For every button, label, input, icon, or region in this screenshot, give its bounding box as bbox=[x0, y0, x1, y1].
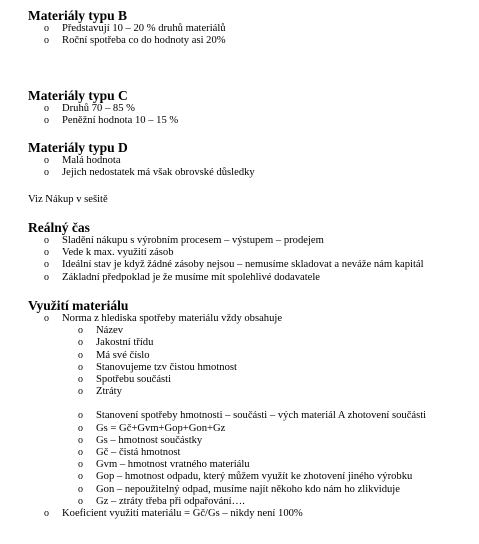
list-item: o Ideální stav je když žádné zásoby nejsou – nemusíme skladovat a neváže nám kapitál bbox=[44, 259, 424, 271]
bullet-icon: o bbox=[78, 386, 83, 398]
sub-list-item: o Gop – hmotnost odpadu, který můžem využít ke zhotovení jiného výrobku bbox=[78, 471, 413, 483]
bullet-icon: o bbox=[44, 23, 49, 34]
note-block bbox=[28, 194, 475, 206]
bullet-icon: o bbox=[78, 495, 83, 507]
bullet-icon: o bbox=[78, 337, 83, 349]
sub-list-item: o Gč – čistá hmotnost bbox=[78, 447, 181, 459]
sub-list-item: o Má své číslo bbox=[78, 349, 150, 361]
list-item: o Jejich nedostatek má však obrovské důsledky bbox=[44, 167, 255, 179]
bullet-icon: o bbox=[78, 459, 83, 471]
sub-list-item: o Gz – ztráty třeba při odpařování…. bbox=[78, 495, 245, 507]
bullet-icon: o bbox=[44, 313, 49, 324]
section-d-list bbox=[28, 155, 475, 179]
bullet-icon: o bbox=[78, 374, 83, 386]
list-item: o Malá hodnota bbox=[44, 155, 121, 166]
list-item: o Základní předpoklad je že musíme mít spolehlivé dodavatele bbox=[44, 271, 320, 283]
section-d-heading: Materiály typu D bbox=[28, 140, 128, 155]
list-item: o Vede k max. využití zásob bbox=[44, 247, 174, 259]
list-item: o Sladění nákupu s výrobním procesem – výstupem – prodejem bbox=[44, 235, 324, 246]
list-item: o Roční spotřeba co do hodnoty asi 20% bbox=[44, 35, 226, 47]
bullet-icon: o bbox=[78, 349, 83, 361]
bullet-icon: o bbox=[78, 434, 83, 446]
sub-list-item: o Ztráty bbox=[78, 386, 122, 398]
section-c-heading: Materiály typu C bbox=[28, 88, 128, 103]
section-c bbox=[28, 88, 475, 127]
section-b-list bbox=[28, 23, 475, 47]
section-b bbox=[28, 8, 475, 47]
bullet-icon: o bbox=[78, 410, 83, 422]
bullet-icon: o bbox=[78, 483, 83, 495]
section-vyuziti-heading: Využití materiálu bbox=[28, 298, 129, 313]
bullet-icon: o bbox=[44, 35, 49, 47]
sub-list-item: o Gon – nepoužitelný odpad, musíme najít někoho kdo nám ho zlikviduje bbox=[78, 483, 400, 495]
list-item: o Norma z hlediska spotřeby materiálu vždy obsahuje bbox=[44, 313, 283, 324]
bullet-icon: o bbox=[44, 115, 49, 127]
bullet-icon: o bbox=[44, 259, 49, 271]
section-vyuziti bbox=[28, 298, 475, 520]
note-text: Viz Nákup v sešitě bbox=[28, 194, 108, 205]
bullet-icon: o bbox=[78, 422, 83, 434]
bullet-icon: o bbox=[44, 155, 49, 166]
sub-list-item: o Jakostní třídu bbox=[78, 337, 154, 349]
sub-list-item: o Stanovujeme tzv čistou hmotnost bbox=[78, 361, 237, 373]
list-item: o Druhů 70 – 85 % bbox=[44, 103, 135, 114]
section-realny-cas bbox=[28, 220, 475, 284]
sub-list-item: o Gs = Gč+Gvm+Gop+Gon+Gz bbox=[78, 422, 226, 434]
section-vyuziti-list bbox=[28, 313, 475, 520]
sub-list-item: o Gs – hmotnost součástky bbox=[78, 434, 203, 446]
bullet-icon: o bbox=[44, 508, 49, 520]
bullet-icon: o bbox=[78, 361, 83, 373]
list-item: o Peněžní hodnota 10 – 15 % bbox=[44, 115, 179, 127]
sub-list-item: o Stanovení spotřeby hmotnosti – součásti – vých materiál A zhotovení součásti bbox=[78, 410, 427, 422]
section-c-list bbox=[28, 103, 475, 127]
sub-list-item: o Název bbox=[78, 325, 124, 337]
bullet-icon: o bbox=[44, 247, 49, 259]
bullet-icon: o bbox=[44, 103, 49, 114]
section-d bbox=[28, 140, 475, 179]
bullet-icon: o bbox=[78, 325, 83, 337]
section-realny-cas-heading: Reálný čas bbox=[28, 220, 90, 235]
sub-list-item: o Gvm – hmotnost vratného materiálu bbox=[78, 459, 250, 471]
bullet-icon: o bbox=[44, 235, 49, 246]
list-item: o Představují 10 – 20 % druhů materiálů bbox=[44, 23, 226, 34]
section-b-heading: Materiály typu B bbox=[28, 8, 127, 23]
list-item: o Koeficient využití materiálu = Gč/Gs – nikdy není 100% bbox=[44, 508, 303, 520]
bullet-icon: o bbox=[44, 167, 49, 179]
bullet-icon: o bbox=[44, 271, 49, 283]
list-spacer bbox=[28, 398, 475, 410]
sub-list-item: o Spotřebu součásti bbox=[78, 374, 172, 386]
bullet-icon: o bbox=[78, 471, 83, 483]
section-realny-cas-list bbox=[28, 235, 475, 284]
bullet-icon: o bbox=[78, 447, 83, 459]
